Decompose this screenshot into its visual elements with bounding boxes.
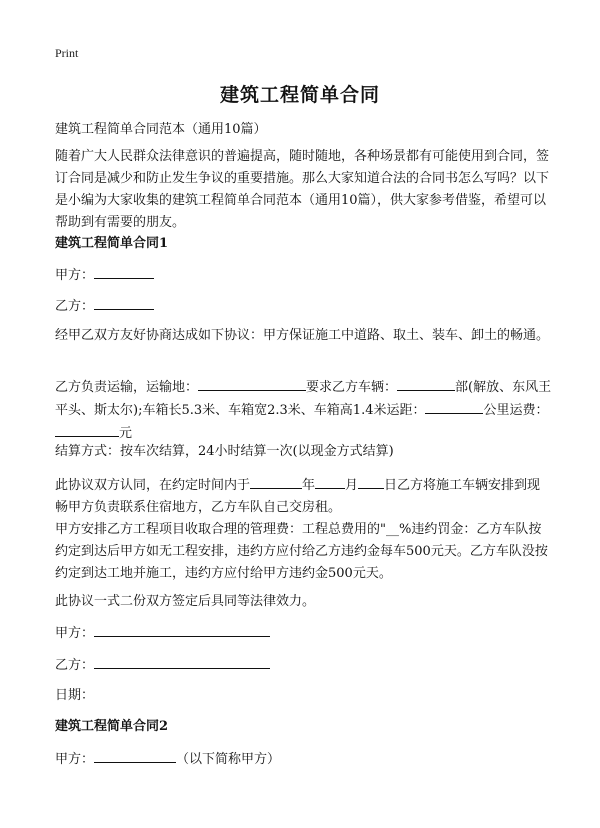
date-label: 日期：	[55, 688, 95, 703]
transport-paragraph	[55, 376, 552, 445]
schedule-text-1: 此协议双方认同，在约定时间内于	[55, 478, 251, 493]
management-paragraph: 甲方安排乙方工程项目收取合理的管理费：工程总费用的"__%违约罚金：乙方车队按约定到达后甲方如无工程安排，违约方应付给乙方违约金每车500元天。乙方车队没按约定到达工地并施工，违约方应付给甲方违约金500元天。	[55, 522, 548, 581]
schedule-paragraph	[55, 474, 552, 519]
month-blank	[315, 474, 345, 489]
signature-a-label: 甲方：	[55, 626, 95, 641]
section-1-heading: 建筑工程简单合同1	[55, 236, 169, 251]
distance-blank	[425, 399, 483, 414]
party-a-label: 甲方：	[55, 268, 95, 283]
signature-b-blank	[94, 654, 270, 669]
signature-b-label: 乙方：	[55, 658, 95, 673]
section-2-party-a-note: （以下简称甲方）	[176, 752, 281, 767]
print-link[interactable]: Print	[55, 46, 79, 60]
section-2-party-a-line	[55, 748, 552, 771]
schedule-text-2: 年	[302, 478, 316, 493]
party-a-blank	[94, 264, 154, 279]
date-line	[55, 685, 552, 707]
transport-text-1: 乙方负责运输，运输地：	[55, 380, 199, 395]
party-b-line	[55, 295, 552, 318]
transport-text-5: 元	[119, 426, 133, 441]
document-title: 建筑工程简单合同	[219, 84, 380, 106]
party-b-label: 乙方：	[55, 299, 95, 314]
day-blank	[358, 474, 384, 489]
agreement-paragraph: 经甲乙双方友好协商达成如下协议：甲方保证施工中道路、取土、装车、卸土的畅通。	[55, 328, 550, 343]
signature-b-line	[55, 654, 552, 677]
schedule-text-4: 日乙方将施工车辆安排到现畅甲方负责联系住宿地方，乙方车队自己交房租。	[55, 478, 541, 515]
party-a-line	[55, 264, 552, 287]
section-2-party-a-blank	[94, 748, 176, 763]
destination-blank	[198, 376, 306, 391]
section-2-party-a-label: 甲方：	[55, 752, 95, 767]
signature-a-line	[55, 622, 552, 645]
transport-text-4: 公里运费：	[483, 403, 549, 418]
validity-paragraph: 此协议一式二份双方签定后具同等法律效力。	[55, 594, 316, 609]
section-2-heading: 建筑工程简单合同2	[55, 719, 169, 734]
schedule-text-3: 月	[345, 478, 359, 493]
settlement-paragraph: 结算方式：按车次结算，24小时结算一次(以现金方式结算)	[55, 444, 394, 459]
transport-text-2: 要求乙方车辆：	[306, 380, 398, 395]
fee-blank	[55, 422, 119, 437]
signature-a-blank	[94, 622, 270, 637]
year-blank	[250, 474, 302, 489]
intro-paragraph: 随着广大人民群众法律意识的普遍提高，随时随地，各种场景都有可能使用到合同，签订合同是减少和防止发生争议的重要措施。那么大家知道合法的合同书怎么写吗？以下是小编为大家收集的建筑工程简单合同范本（通用10篇），供大家参考借鉴，希望可以帮助到有需要的朋友。	[55, 149, 550, 230]
document-subtitle: 建筑工程简单合同范本（通用10篇）	[55, 122, 267, 137]
vehicle-count-blank	[397, 376, 455, 391]
party-b-blank	[94, 295, 154, 310]
transport-text-3: 部(解放、东风王平头、斯太尔);车箱长5.3米、车箱宽2.3米、车箱高1.4米运距：	[55, 380, 552, 418]
